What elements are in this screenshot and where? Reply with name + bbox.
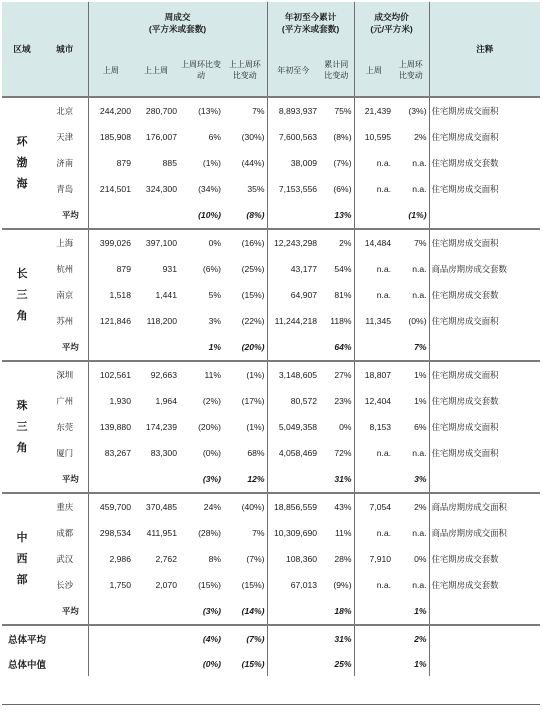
avg-last-week-cell	[88, 202, 133, 229]
yoy-cell: (8%)	[333, 132, 352, 142]
region-average-row	[2, 598, 540, 625]
last-week-cell: 102,561	[88, 361, 133, 388]
sum-prev-week-cell	[133, 625, 179, 651]
avg-price-cell	[354, 202, 393, 229]
prev-week-cell: 83,300	[150, 448, 177, 458]
yoy-cell: 118%	[330, 316, 352, 326]
price-cell: n.a.	[354, 282, 393, 308]
city-cell: 上海	[42, 229, 88, 256]
wow-cell: (20%)	[198, 422, 221, 432]
table-body	[2, 97, 540, 676]
header-ytd-unit: (平方米或套数)	[281, 24, 340, 34]
sum-wow-cell: (0%)	[202, 658, 221, 669]
bottom-rule	[2, 704, 540, 705]
price-cell: 11,345	[354, 308, 393, 334]
price-cell: 12,404	[354, 388, 393, 414]
average-label: 平均	[62, 606, 79, 616]
yoy-cell: 27%	[319, 361, 354, 388]
sum-last-week-cell	[88, 651, 133, 676]
price-cell: n.a.	[354, 256, 393, 282]
sum-prev-wow-cell: (7%)	[223, 625, 267, 651]
last-week-cell: 399,026	[88, 229, 133, 256]
header-price-group	[354, 2, 429, 44]
avg-yoy-cell: 31%	[334, 474, 352, 484]
price-wow-cell: n.a.	[412, 580, 427, 590]
prev-week-cell: 411,951	[146, 528, 177, 538]
note-cell: 住宅期房成交面积	[429, 308, 540, 334]
note-cell: 住宅期房成交面积	[429, 414, 540, 440]
table-row	[2, 414, 540, 440]
city-cell: 武汉	[56, 554, 74, 564]
last-week-cell: 139,880	[88, 414, 133, 440]
yoy-cell: 11%	[335, 528, 352, 538]
summary-label: 总体平均	[2, 625, 88, 651]
prev-week-cell: 118,200	[146, 316, 177, 326]
city-cell: 苏州	[56, 316, 74, 326]
avg-ytd-cell	[267, 202, 319, 229]
header-weekly-unit: (平方米或套数)	[148, 24, 207, 34]
city-cell: 东莞	[56, 422, 74, 432]
price-cell: n.a.	[354, 572, 393, 598]
wow-cell: (0%)	[202, 448, 221, 458]
table-row	[2, 440, 540, 466]
price-cell: 18,807	[354, 361, 393, 388]
sum-note-cell	[429, 625, 540, 651]
ytd-cell: 38,009	[267, 150, 319, 176]
note-cell: 住宅期房成交套数	[429, 546, 540, 572]
ytd-cell: 11,244,218	[267, 308, 319, 334]
wow-cell: (6%)	[202, 264, 221, 274]
sum-price-wow-cell: 2%	[393, 625, 429, 651]
prev-week-cell: 92,663	[133, 361, 179, 388]
sum-note-cell	[429, 651, 540, 676]
avg-wow-cell: (3%)	[202, 474, 221, 484]
avg-price-wow-cell: (1%)	[408, 210, 427, 220]
prev-wow-cell: (25%)	[241, 264, 265, 274]
city-cell: 成都	[56, 528, 74, 538]
header-prev-wow: 上上周环比变动	[223, 44, 267, 97]
last-week-cell: 298,534	[88, 520, 133, 546]
prev-wow-cell: 35%	[247, 184, 265, 194]
avg-ytd-cell	[267, 334, 319, 361]
note-cell: 住宅期房成交面积	[429, 229, 540, 256]
yoy-cell: (6%)	[333, 184, 352, 194]
ytd-cell: 43,177	[267, 256, 319, 282]
header-city: 城市	[42, 2, 88, 97]
last-week-cell: 879	[88, 256, 133, 282]
price-cell: n.a.	[354, 150, 393, 176]
avg-last-week-cell	[88, 466, 133, 493]
yoy-cell: 23%	[334, 396, 352, 406]
last-week-cell: 83,267	[88, 440, 133, 466]
last-week-cell: 214,501	[88, 176, 133, 202]
wow-cell: 6%	[208, 132, 221, 142]
avg-note-cell	[429, 466, 540, 493]
ytd-cell: 10,309,690	[267, 520, 319, 546]
avg-wow-cell: (3%)	[202, 606, 221, 616]
sum-price-wow-cell: 1%	[414, 658, 427, 669]
header-note: 注释	[429, 2, 540, 97]
header-weekly-group	[88, 2, 267, 44]
prev-wow-cell: (16%)	[223, 229, 267, 256]
summary-row	[2, 625, 540, 651]
prev-week-cell: 2,762	[155, 554, 177, 564]
avg-wow-cell: 1%	[208, 342, 221, 352]
prev-wow-cell: (1%)	[223, 361, 267, 388]
region-label	[2, 493, 42, 625]
region-average-row	[2, 202, 540, 229]
note-cell: 住宅期房成交面积	[429, 124, 540, 150]
price-wow-cell: 1%	[414, 396, 427, 406]
sum-ytd-cell	[267, 651, 319, 676]
average-label: 平均	[62, 210, 79, 220]
prev-week-cell: 885	[162, 158, 177, 168]
region-label	[2, 361, 42, 493]
last-week-cell: 1,750	[88, 572, 133, 598]
yoy-cell: 54%	[334, 264, 352, 274]
ytd-cell: 64,907	[267, 282, 319, 308]
avg-yoy-cell: 64%	[334, 342, 352, 352]
table-row	[2, 546, 540, 572]
prev-wow-cell: (40%)	[223, 493, 267, 520]
prev-wow-cell: (15%)	[241, 290, 265, 300]
ytd-cell: 3,148,605	[267, 361, 319, 388]
avg-prev-wow-cell: 12%	[247, 474, 265, 484]
ytd-cell: 12,243,298	[267, 229, 319, 256]
price-wow-cell: (0%)	[408, 316, 427, 326]
prev-week-cell: 370,485	[133, 493, 179, 520]
ytd-cell: 8,893,937	[267, 97, 319, 124]
yoy-cell: (7%)	[333, 158, 352, 168]
header-weekly: 周成交	[164, 12, 191, 22]
prev-week-cell: 397,100	[133, 229, 179, 256]
city-cell: 长沙	[56, 580, 74, 590]
price-wow-cell: n.a.	[412, 158, 427, 168]
header-region: 区域	[2, 2, 42, 97]
city-cell: 青岛	[56, 184, 74, 194]
prev-wow-cell: (17%)	[241, 396, 265, 406]
prev-week-cell: 280,700	[133, 97, 179, 124]
wow-cell: 8%	[208, 554, 221, 564]
table-row	[2, 229, 540, 256]
price-cell: n.a.	[354, 440, 393, 466]
table-row	[2, 282, 540, 308]
note-cell: 住宅期房成交面积	[429, 440, 540, 466]
region-average-row	[2, 466, 540, 493]
wow-cell: 5%	[208, 290, 221, 300]
table-row	[2, 572, 540, 598]
header-ytd: 年初至今累计	[284, 12, 337, 22]
last-week-cell: 185,908	[88, 124, 133, 150]
last-week-cell: 1,518	[88, 282, 133, 308]
avg-price-cell	[354, 466, 393, 493]
table-row	[2, 308, 540, 334]
prev-wow-cell: (22%)	[241, 316, 265, 326]
avg-wow-cell: (10%)	[198, 210, 221, 220]
price-cell: 8,153	[354, 414, 393, 440]
price-wow-cell: n.a.	[412, 290, 427, 300]
avg-last-week-cell	[88, 598, 133, 625]
table-row	[2, 124, 540, 150]
ytd-cell: 4,058,469	[267, 440, 319, 466]
last-week-cell: 121,846	[88, 308, 133, 334]
table-row	[2, 150, 540, 176]
avg-yoy-cell: 13%	[334, 210, 352, 220]
sum-last-week-cell	[88, 625, 133, 651]
ytd-cell: 7,153,556	[267, 176, 319, 202]
sum-yoy-cell: 25%	[334, 658, 352, 669]
prev-wow-cell: (30%)	[241, 132, 265, 142]
header-price-last: 上周	[354, 44, 393, 97]
yoy-cell: 75%	[319, 97, 354, 124]
price-wow-cell: n.a.	[412, 528, 427, 538]
note-cell: 住宅期房成交面积	[429, 97, 540, 124]
prev-week-cell: 324,300	[145, 184, 177, 194]
region-label-text: 长三角	[16, 267, 28, 322]
header-ytd-total: 年初至今	[267, 44, 319, 97]
table-row	[2, 361, 540, 388]
sum-price-cell	[354, 625, 393, 651]
sum-wow-cell: (4%)	[179, 625, 223, 651]
region-label-text: 中西部	[16, 531, 28, 586]
avg-price-cell	[354, 334, 393, 361]
prev-week-cell: 931	[162, 264, 177, 274]
summary-label: 总体中值	[8, 659, 47, 671]
ytd-cell: 5,049,358	[267, 414, 319, 440]
prev-week-cell: 2,070	[155, 580, 177, 590]
table-header	[2, 2, 540, 97]
sum-ytd-cell	[267, 625, 319, 651]
region-label-text: 环渤海	[16, 135, 28, 190]
yoy-cell: 81%	[334, 290, 352, 300]
wow-cell: (1%)	[202, 158, 221, 168]
note-cell: 住宅期房成交套数	[429, 150, 540, 176]
average-label: 平均	[62, 474, 79, 484]
last-week-cell: 2,986	[88, 546, 133, 572]
header-yoy: 累计同比变动	[319, 44, 354, 97]
wow-cell: 3%	[208, 316, 221, 326]
wow-cell: (15%)	[198, 580, 221, 590]
price-wow-cell: n.a.	[412, 184, 427, 194]
price-wow-cell: n.a.	[412, 448, 427, 458]
avg-note-cell	[429, 202, 540, 229]
price-wow-cell: (3%)	[393, 97, 429, 124]
prev-week-cell: 1,964	[155, 396, 177, 406]
price-wow-cell: 2%	[393, 493, 429, 520]
sum-yoy-cell: 31%	[319, 625, 354, 651]
table-row	[2, 256, 540, 282]
city-cell: 重庆	[42, 493, 88, 520]
avg-yoy-cell: 18%	[334, 606, 352, 616]
wow-cell: (2%)	[202, 396, 221, 406]
note-cell: 住宅期房成交套数	[429, 572, 540, 598]
yoy-cell: (9%)	[333, 580, 352, 590]
table-row	[2, 493, 540, 520]
ytd-cell: 7,600,563	[267, 124, 319, 150]
city-cell: 济南	[56, 158, 74, 168]
avg-ytd-cell	[267, 466, 319, 493]
price-wow-cell: 0%	[414, 554, 427, 564]
city-cell: 厦门	[56, 448, 74, 458]
note-cell: 商品房期房成交面积	[429, 520, 540, 546]
avg-price-wow-cell: 3%	[414, 474, 427, 484]
region-label-text: 珠三角	[16, 399, 28, 454]
city-cell: 深圳	[42, 361, 88, 388]
wow-cell: (28%)	[198, 528, 221, 538]
prev-wow-cell: 7%	[252, 528, 265, 538]
avg-price-wow-cell: 1%	[414, 606, 427, 616]
city-cell: 杭州	[56, 264, 74, 274]
wow-cell: 0%	[179, 229, 223, 256]
price-cell: 10,595	[354, 124, 393, 150]
city-cell: 北京	[42, 97, 88, 124]
yoy-cell: 28%	[334, 554, 352, 564]
price-cell: 7,054	[354, 493, 393, 520]
prev-wow-cell: (44%)	[241, 158, 265, 168]
price-wow-cell: 7%	[393, 229, 429, 256]
price-wow-cell: 1%	[393, 361, 429, 388]
price-cell: n.a.	[354, 520, 393, 546]
ytd-cell: 108,360	[267, 546, 319, 572]
region-average-row	[2, 334, 540, 361]
avg-prev-wow-cell: (14%)	[241, 606, 265, 616]
prev-wow-cell: 68%	[247, 448, 265, 458]
price-cell: 21,439	[354, 97, 393, 124]
table-row	[2, 176, 540, 202]
last-week-cell: 244,200	[88, 97, 133, 124]
prev-week-cell: 1,441	[155, 290, 177, 300]
prev-wow-cell: (1%)	[246, 422, 265, 432]
table-row	[2, 97, 540, 124]
note-cell: 住宅期房成交面积	[429, 361, 540, 388]
note-cell: 商品房期房成交面积	[429, 493, 540, 520]
wow-cell: 24%	[179, 493, 223, 520]
avg-prev-week-cell	[133, 466, 179, 493]
header-wow: 上周环比变动	[179, 44, 223, 97]
avg-ytd-cell	[267, 598, 319, 625]
price-wow-cell: 2%	[414, 132, 427, 142]
header-price-unit: (元/平方米)	[370, 24, 413, 34]
prev-wow-cell: 7%	[223, 97, 267, 124]
header-price-wow: 上周环比变动	[393, 44, 429, 97]
yoy-cell: 0%	[339, 422, 352, 432]
prev-week-cell: 174,239	[145, 422, 177, 432]
ytd-cell: 18,856,559	[267, 493, 319, 520]
price-wow-cell: 6%	[414, 422, 427, 432]
prev-wow-cell: (7%)	[246, 554, 265, 564]
wow-cell: (34%)	[198, 184, 221, 194]
avg-prev-wow-cell: (8%)	[246, 210, 265, 220]
transactions-table	[2, 2, 540, 676]
table-row	[2, 388, 540, 414]
header-last-week: 上周	[88, 44, 133, 97]
avg-prev-week-cell	[133, 598, 179, 625]
average-label: 平均	[62, 342, 79, 352]
yoy-cell: 2%	[319, 229, 354, 256]
last-week-cell: 879	[88, 150, 133, 176]
note-cell: 商品房期房成交套数	[429, 256, 540, 282]
ytd-cell: 67,013	[267, 572, 319, 598]
header-ytd-group	[267, 2, 354, 44]
prev-wow-cell: (15%)	[241, 580, 265, 590]
avg-price-cell	[354, 598, 393, 625]
property-transactions-sheet	[2, 2, 540, 676]
city-cell: 南京	[56, 290, 74, 300]
avg-price-wow-cell: 7%	[414, 342, 427, 352]
wow-cell: 11%	[179, 361, 223, 388]
price-cell: 7,910	[354, 546, 393, 572]
avg-note-cell	[429, 598, 540, 625]
sum-prev-week-cell	[133, 651, 179, 676]
avg-note-cell	[429, 334, 540, 361]
table-row	[2, 520, 540, 546]
note-cell: 住宅期房成交套数	[429, 388, 540, 414]
price-cell: 14,484	[354, 229, 393, 256]
sum-price-cell	[354, 651, 393, 676]
header-price: 成交均价	[374, 12, 409, 22]
sum-prev-wow-cell: (15%)	[241, 658, 265, 669]
avg-last-week-cell	[88, 334, 133, 361]
price-wow-cell: n.a.	[412, 264, 427, 274]
city-cell: 广州	[56, 396, 74, 406]
last-week-cell: 459,700	[88, 493, 133, 520]
yoy-cell: 72%	[334, 448, 352, 458]
ytd-cell: 80,572	[267, 388, 319, 414]
city-cell: 天津	[56, 132, 74, 142]
note-cell: 住宅期房成交面积	[429, 176, 540, 202]
avg-prev-week-cell	[133, 334, 179, 361]
region-label	[2, 97, 42, 229]
last-week-cell: 1,930	[88, 388, 133, 414]
price-cell: n.a.	[354, 176, 393, 202]
summary-row	[2, 651, 540, 676]
avg-prev-wow-cell: (20%)	[241, 342, 265, 352]
wow-cell: (13%)	[179, 97, 223, 124]
prev-week-cell: 176,007	[145, 132, 177, 142]
note-cell: 住宅期房成交套数	[429, 282, 540, 308]
region-label	[2, 229, 42, 361]
avg-prev-week-cell	[133, 202, 179, 229]
header-prev-week: 上上周	[133, 44, 179, 97]
yoy-cell: 43%	[319, 493, 354, 520]
